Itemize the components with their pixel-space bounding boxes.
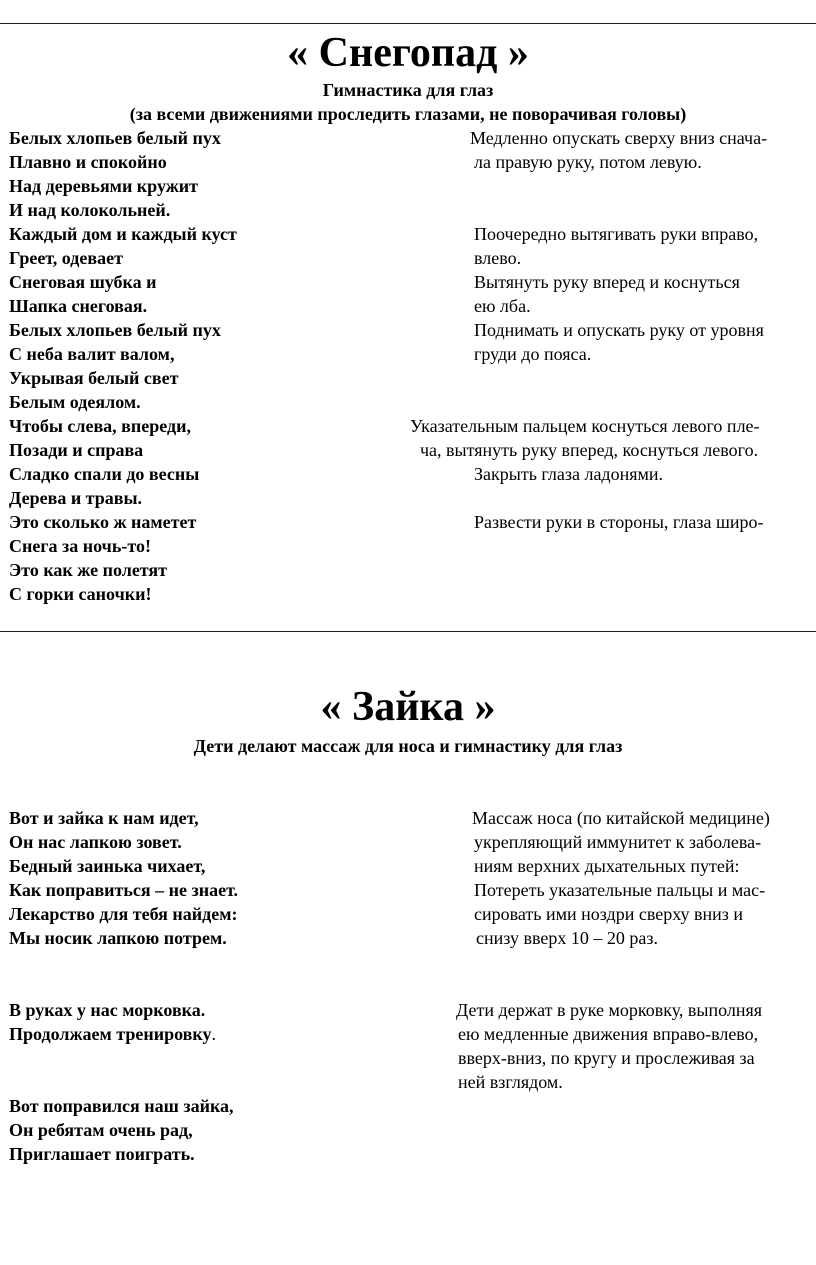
instruction-line: Массаж носа (по китайской медицине) xyxy=(472,808,770,828)
verse-line: Белых хлопьев белый пух xyxy=(9,320,221,340)
verse-line: В руках у нас морковка. xyxy=(9,1000,206,1020)
verse-line: Как поправиться – не знает. xyxy=(9,880,239,900)
instruction-line: ла правую руку, потом левую. xyxy=(474,152,702,172)
verse-line: С горки саночки! xyxy=(9,584,152,604)
subtitle-instruction-note: (за всеми движениями проследить глазами, не поворачивая головы) xyxy=(129,104,687,124)
instruction-line: Дети держат в руке морковку, выполняя xyxy=(456,1000,763,1020)
verse-line: Белым одеялом. xyxy=(9,392,141,412)
verse-line: Каждый дом и каждый куст xyxy=(9,224,237,244)
subtitle-eye-gymnastics: Гимнастика для глаз xyxy=(322,80,494,100)
instruction-line: Указательным пальцем коснуться левого пле- xyxy=(410,416,760,436)
verse-line: Вот поправился наш зайка, xyxy=(9,1096,234,1116)
instruction-line: Закрыть глаза ладонями. xyxy=(474,464,664,484)
section-divider xyxy=(0,631,816,632)
verse-line: Снега за ночь-то! xyxy=(9,536,151,556)
verse-line: Позади и справа xyxy=(9,440,144,460)
verse-line: И над колокольней. xyxy=(9,200,171,220)
verse-line: Лекарство для тебя найдем: xyxy=(9,904,238,924)
instruction-line: ею медленные движения вправо-влево, xyxy=(458,1024,759,1044)
instruction-line: снизу вверх 10 – 20 раз. xyxy=(476,928,658,948)
verse-line: Белых хлопьев белый пух xyxy=(9,128,221,148)
verse-line: С неба валит валом, xyxy=(9,344,175,364)
verse-line: Это сколько ж наметет xyxy=(9,512,197,532)
verse-line: Он ребятам очень рад, xyxy=(9,1120,193,1140)
instruction-line: Развести руки в стороны, глаза широ- xyxy=(474,512,764,532)
verse-line: Бедный заинька чихает, xyxy=(9,856,206,876)
instruction-line: Поднимать и опускать руку от уровня xyxy=(474,320,764,340)
instruction-line: ниям верхних дыхательных путей: xyxy=(474,856,740,876)
verse-line: Шапка снеговая. xyxy=(9,296,148,316)
verse-line: Приглашает поиграть. xyxy=(9,1144,195,1164)
top-rule xyxy=(0,23,816,24)
verse-line: Это как же полетят xyxy=(9,560,167,580)
verse-line: Вот и зайка к нам идет, xyxy=(9,808,199,828)
verse-line: Чтобы слева, впереди, xyxy=(9,416,191,436)
instruction-line: ею лба. xyxy=(474,296,531,316)
instruction-line: ча, вытянуть руку вперед, коснуться левого. xyxy=(420,440,759,460)
instruction-line: укрепляющий иммунитет к заболева- xyxy=(474,832,762,852)
instruction-line: Поочередно вытягивать руки вправо, xyxy=(474,224,759,244)
verse-line: Над деревьями кружит xyxy=(9,176,198,196)
instruction-line: влево. xyxy=(474,248,522,268)
verse-line: Греет, одевает xyxy=(9,248,123,268)
subtitle-nose-massage: Дети делают массаж для носа и гимнастику для глаз xyxy=(193,736,623,756)
verse-line-text: Продолжаем тренировку xyxy=(9,1024,212,1044)
page-title-zayka: « Зайка » xyxy=(320,684,496,730)
instruction-line: Потереть указательные пальцы и мас- xyxy=(474,880,766,900)
verse-line xyxy=(9,1022,216,1046)
verse-line: Снеговая шубка и xyxy=(9,272,157,292)
verse-line: Дерева и травы. xyxy=(9,488,143,508)
verse-line: Укрывая белый свет xyxy=(9,368,179,388)
verse-line-period: . xyxy=(211,1024,216,1044)
verse-line: Сладко спали до весны xyxy=(9,464,200,484)
instruction-line: груди до пояса. xyxy=(474,344,592,364)
instruction-line: сировать ими ноздри сверху вниз и xyxy=(474,904,744,924)
instruction-line: ней взглядом. xyxy=(458,1072,563,1092)
instruction-line: вверх-вниз, по кругу и прослеживая за xyxy=(458,1048,755,1068)
verse-line: Плавно и спокойно xyxy=(9,152,167,172)
page-title-snegopad: « Снегопад » xyxy=(287,30,529,76)
verse-line: Он нас лапкою зовет. xyxy=(9,832,182,852)
verse-line: Мы носик лапкою потрем. xyxy=(9,928,227,948)
instruction-line: Вытянуть руку вперед и коснуться xyxy=(474,272,740,292)
instruction-line: Медленно опускать сверху вниз снача- xyxy=(470,128,768,148)
